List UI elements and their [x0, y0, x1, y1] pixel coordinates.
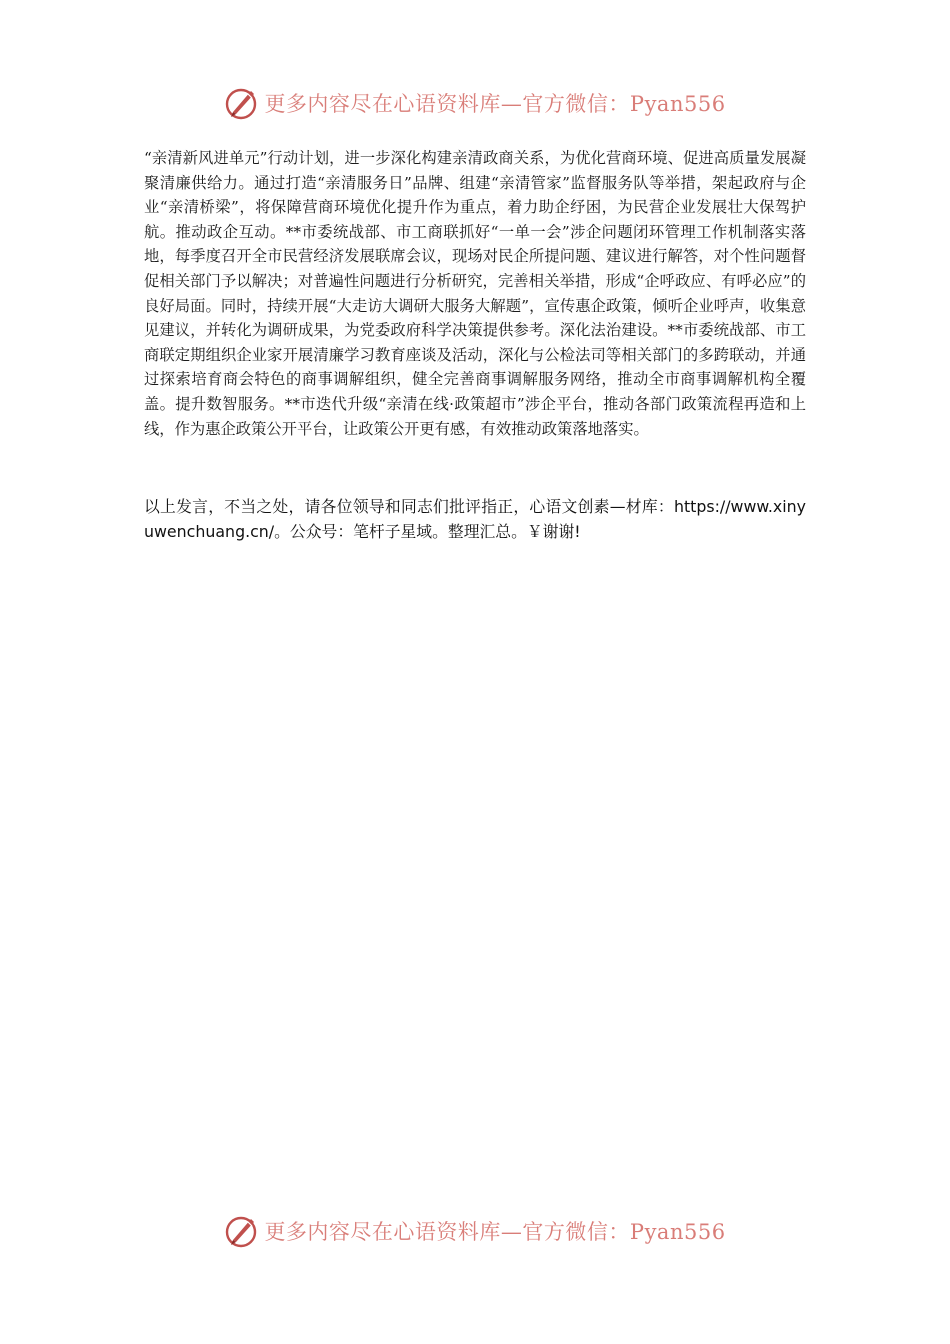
watermark-text: 更多内容尽在心语资料库—官方微信：Pyan556: [264, 92, 726, 116]
footer-watermark: [0, 1208, 950, 1254]
header-watermark: [0, 80, 950, 126]
document-body: [144, 146, 806, 441]
pen-circle-logo-icon: [224, 1213, 260, 1249]
closing-remarks: 以上发言，不当之处，请各位领导和同志们批评指正，心语文创素—材库：https://www.xinyuwenchuang.cn/。公众号：笔杆子星域。整理汇总。￥谢谢!: [144, 497, 806, 541]
body-paragraph: “亲清新风进单元”行动计划，进一步深化构建亲清政商关系，为优化营商环境、促进高质量发展凝聚清廉供给力。通过打造“亲清服务日”品牌、组建“亲清管家”监督服务队等举措，架起政府与企业“亲清桥梁”，将保障营商环境优化提升作为重点，着力助企纾困，为民营企业发展壮大保驾护航。推动政企互动。**市委统战部、市工商联抓好“一单一会”涉企问题闭环管理工作机制落实落地，每季度召开全市民营经济发展联席会议，现场对民企所提问题、建议进行解答，对个性问题督促相关部门予以解决；对普遍性问题进行分析研究，完善相关举措，形成“企呼政应、有呼必应”的良好局面。同时，持续开展“大走访大调研大服务大解题”，宣传惠企政策，倾听企业呼声，收集意见建议，并转化为调研成果，为党委政府科学决策提供参考。深化法治建设。**市委统战部、市工商联定期组织企业家开展清廉学习教育座谈及活动，深化与公检法司等相关部门的多跨联动，并通过探索培育商会特色的商事调解组织，健全完善商事调解服务网络，推动全市商事调解机构全覆盖。提升数智服务。**市迭代升级“亲清在线·政策超市”涉企平台，推动各部门政策流程再造和上线，作为惠企政策公开平台，让政策公开更有感，有效推动政策落地落实。: [144, 149, 806, 438]
watermark-text: 更多内容尽在心语资料库—官方微信：Pyan556: [264, 1220, 726, 1244]
pen-circle-logo-icon: [224, 85, 260, 121]
